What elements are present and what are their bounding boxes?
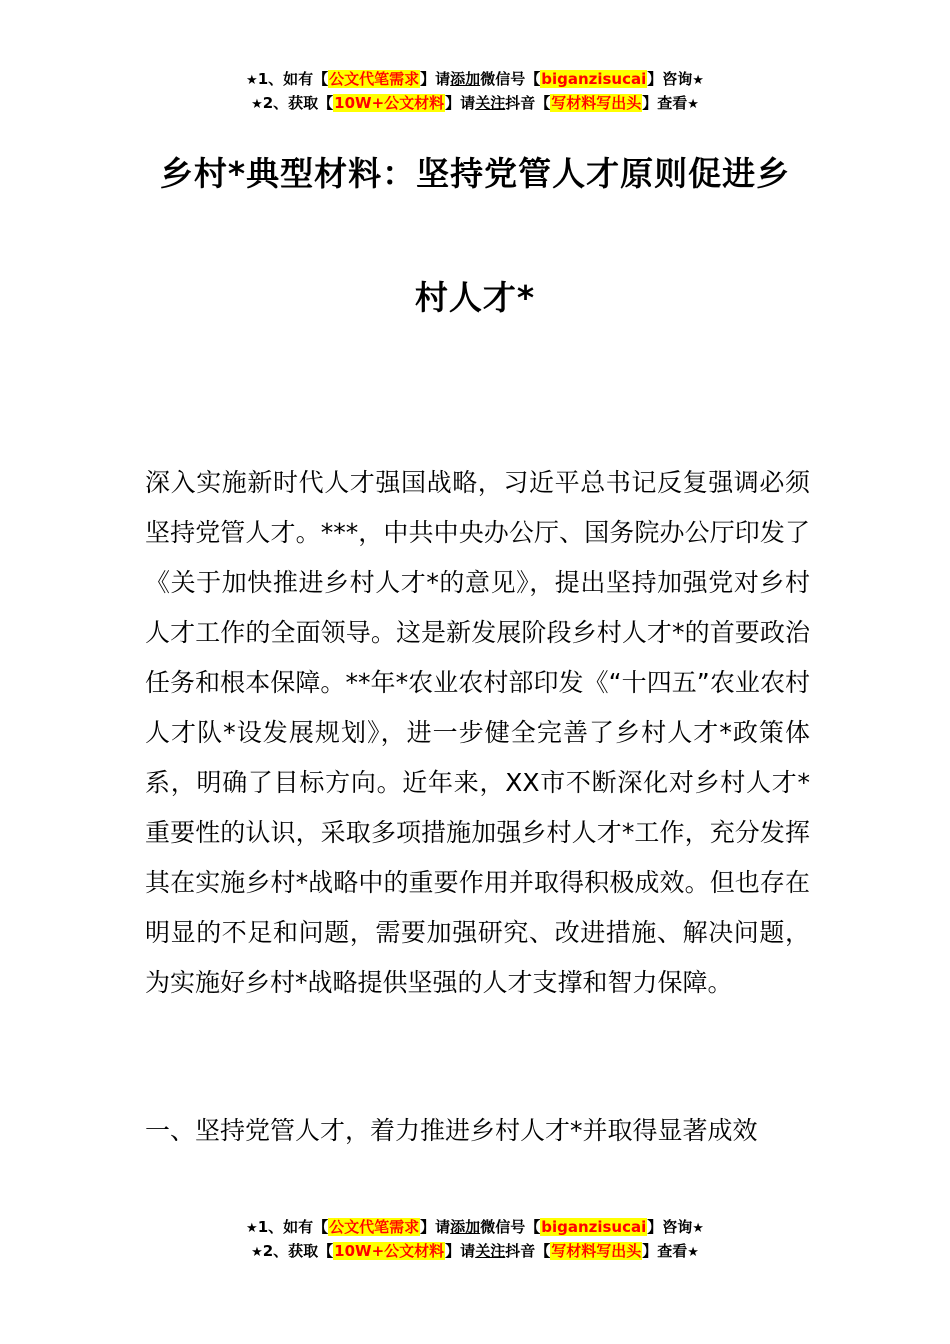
promo-text: 】查看: [642, 94, 688, 112]
star-icon: ★: [687, 1245, 699, 1260]
highlight-materials: 10W+公文材料: [334, 94, 445, 112]
promo-text: 】请: [445, 1242, 476, 1260]
highlight-service: 公文代笔需求: [329, 1218, 420, 1236]
promo-banner-bottom: [0, 1216, 950, 1264]
promo-text: 】咨询: [647, 70, 693, 88]
promo-text: 抖音【: [505, 1242, 551, 1260]
promo-text-underlined: 添加: [450, 1218, 481, 1236]
promo-text: 2、获取【: [262, 94, 334, 112]
star-icon: ★: [687, 97, 699, 112]
body-paragraph: 深入实施新时代人才强国战略，习近平总书记反复强调必须坚持党管人才。***，中共中央办公厅、国务院办公厅印发了《关于加快推进乡村人才*的意见》，提出坚持加强党对乡村人才工作的全面领导。这是新发展阶段乡村人才*的首要政治任务和根本保障。**年*农业农村部印发《“十四五”农业农村人才队*设发展规划》，进一步健全完善了乡村人才*政策体系，明确了目标方向。近年来，XX市不断深化对乡村人才*重要性的认识，采取多项措施加强乡村人才*工作，充分发挥其在实施乡村*战略中的重要作用并取得积极成效。但也存在明显的不足和问题，需要加强研究、改进措施、解决问题，为实施好乡村*战略提供坚强的人才支撑和智力保障。: [145, 468, 810, 997]
promo-text: 抖音【: [505, 94, 551, 112]
highlight-wechat-id: biganzisucai: [541, 70, 647, 88]
promo-text: 1、如有【: [257, 70, 329, 88]
star-icon: ★: [246, 1221, 258, 1236]
star-icon: ★: [251, 1245, 263, 1260]
promo-line-1: [0, 1216, 950, 1240]
highlight-douyin-account: 写材料写出头: [551, 94, 642, 112]
star-icon: ★: [251, 97, 263, 112]
promo-text-underlined: 关注: [475, 1242, 506, 1260]
promo-text: 】请: [420, 70, 451, 88]
highlight-douyin-account: 写材料写出头: [551, 1242, 642, 1260]
promo-text: 微信号【: [480, 70, 541, 88]
promo-text-underlined: 添加: [450, 70, 481, 88]
promo-text-underlined: 关注: [475, 94, 506, 112]
promo-text: 】请: [420, 1218, 451, 1236]
promo-line-1: [0, 68, 950, 92]
highlight-service: 公文代笔需求: [329, 70, 420, 88]
promo-text: 2、获取【: [262, 1242, 334, 1260]
star-icon: ★: [692, 73, 704, 88]
document-title-line-1: 乡村*典型材料：坚持党管人才原则促进乡: [159, 154, 791, 193]
promo-text: 1、如有【: [257, 1218, 329, 1236]
promo-text: 】查看: [642, 1242, 688, 1260]
highlight-materials: 10W+公文材料: [334, 1242, 445, 1260]
promo-line-2: [0, 92, 950, 116]
document-title-line-2: 村人才*: [414, 278, 536, 317]
promo-text: 】咨询: [647, 1218, 693, 1236]
promo-banner-top: [0, 68, 950, 116]
promo-line-2: [0, 1240, 950, 1264]
promo-text: 】请: [445, 94, 476, 112]
star-icon: ★: [246, 73, 258, 88]
highlight-wechat-id: biganzisucai: [541, 1218, 647, 1236]
promo-text: 微信号【: [480, 1218, 541, 1236]
section-heading: 一、坚持党管人才，着力推进乡村人才*并取得显著成效: [145, 1116, 758, 1145]
star-icon: ★: [692, 1221, 704, 1236]
